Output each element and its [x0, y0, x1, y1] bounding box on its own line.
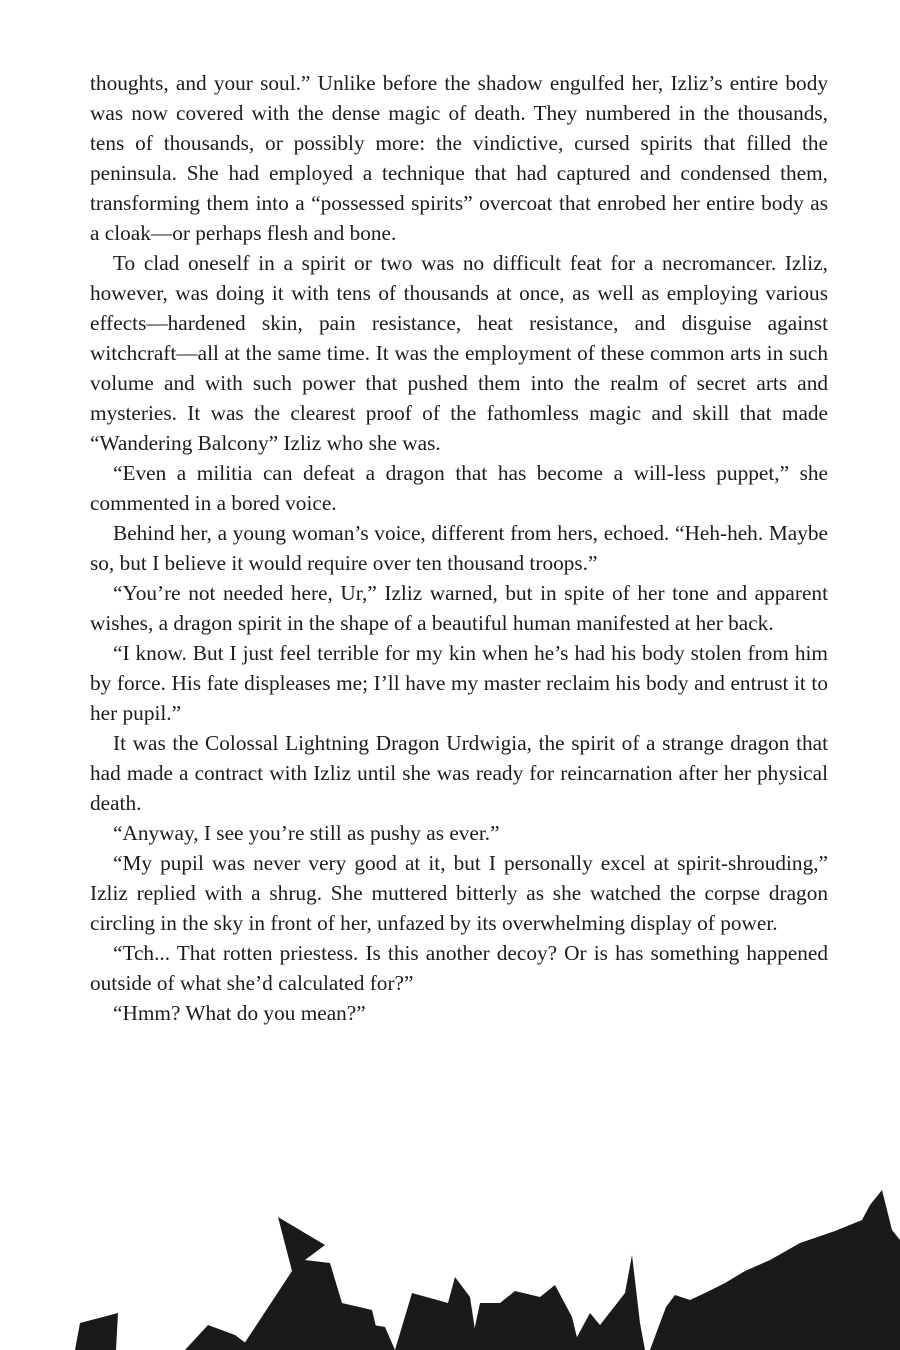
- ruins-silhouette-decoration: [0, 1185, 900, 1350]
- paragraph-6: “I know. But I just feel terrible for my kin when he’s had his body stolen from him by force. His fate displeases me; I’ll have my master reclaim his body and entrust it to her pupil.”: [90, 641, 828, 725]
- paragraph-10: “Tch... That rotten priestess. Is this another decoy? Or is has something happened outside of what she’d calculated for?”: [90, 941, 828, 995]
- paragraph-11: “Hmm? What do you mean?”: [113, 1001, 366, 1025]
- paragraph-9: “My pupil was never very good at it, but I personally excel at spirit-shrouding,” Izliz replied with a shrug. She muttered bitterly as she watched the corpse dragon circling in the sky in front of her, unfazed by its overwhelming display of power.: [90, 851, 828, 935]
- paragraph-8: “Anyway, I see you’re still as pushy as ever.”: [113, 821, 500, 845]
- paragraph-2: To clad oneself in a spirit or two was no difficult feat for a necromancer. Izliz, however, was doing it with tens of thousands at once, as well as employing various effects—hardened skin, pain resistance, heat resistance, and disguise against witchcraft—all at the same time. It was the employment of these common arts in such volume and with such power that pushed them into the realm of secret arts and mysteries. It was the clearest proof of the fathomless magic and skill that made “Wandering Balcony” Izliz who she was.: [90, 251, 828, 455]
- page-body: [90, 68, 828, 1028]
- paragraph-4: Behind her, a young woman’s voice, different from hers, echoed. “Heh-heh. Maybe so, but I believe it would require over ten thousand troops.”: [90, 521, 828, 575]
- paragraph-1: thoughts, and your soul.” Unlike before the shadow engulfed her, Izliz’s entire body was now covered with the dense magic of death. They numbered in the thousands, tens of thousands, or possibly more: the vindictive, cursed spirits that filled the peninsula. She had employed a technique that had captured and condensed them, transforming them into a “possessed spirits” overcoat that enrobed her entire body as a cloak—or perhaps flesh and bone.: [90, 71, 828, 245]
- paragraph-7: It was the Colossal Lightning Dragon Urdwigia, the spirit of a strange dragon that had made a contract with Izliz until she was ready for reincarnation after her physical death.: [90, 731, 828, 815]
- paragraph-3: “Even a militia can defeat a dragon that has become a will-less puppet,” she commented in a bored voice.: [90, 461, 828, 515]
- paragraph-5: “You’re not needed here, Ur,” Izliz warned, but in spite of her tone and apparent wishes, a dragon spirit in the shape of a beautiful human manifested at her back.: [90, 581, 828, 635]
